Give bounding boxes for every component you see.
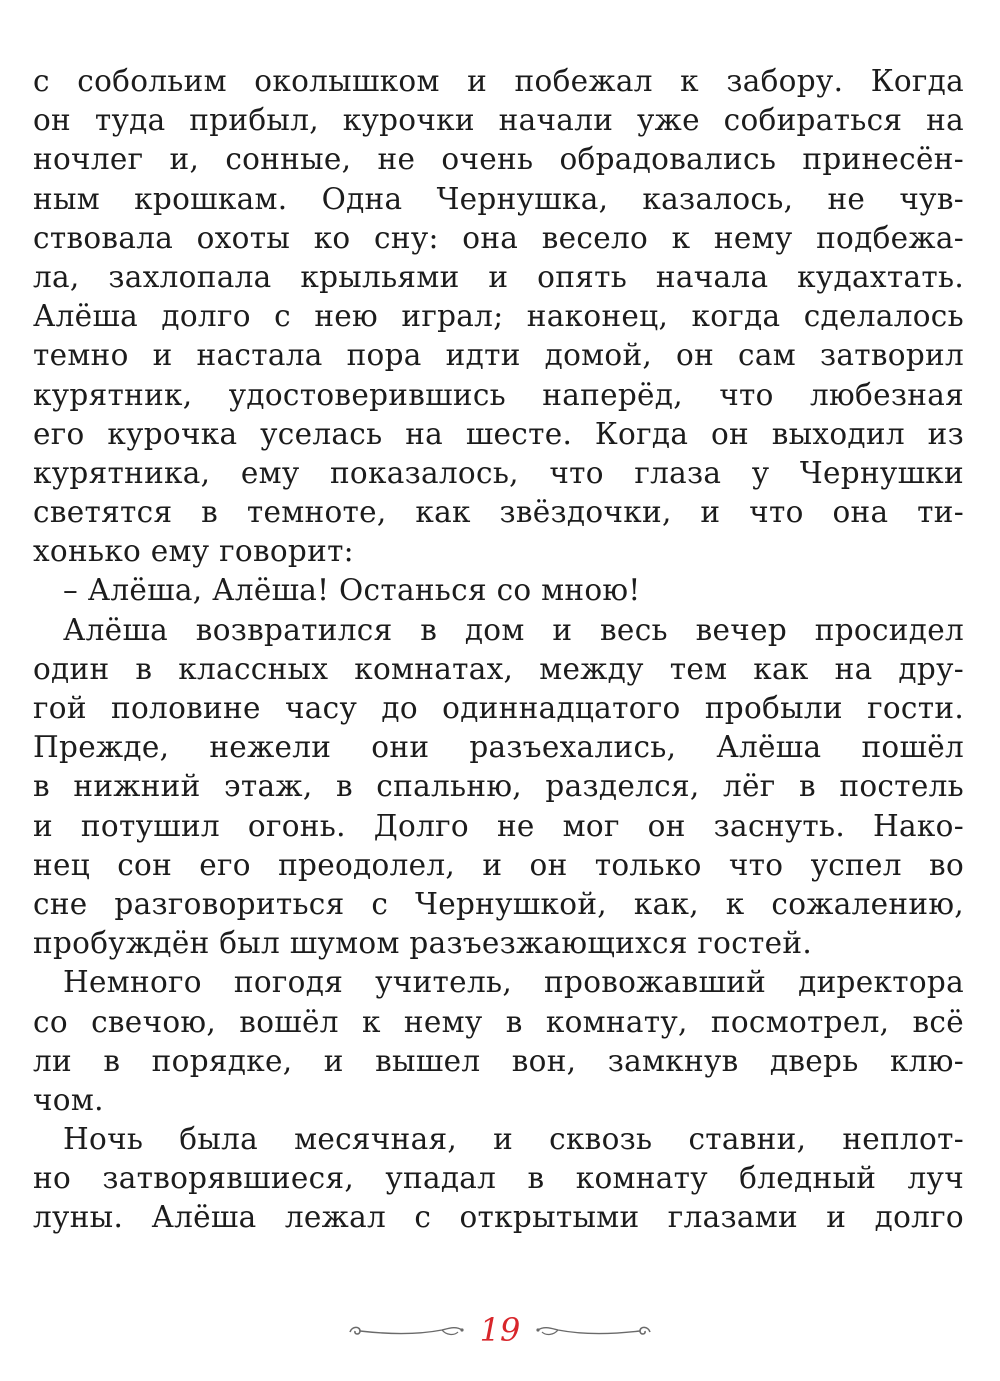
text-line: темно и настала пора идти домой, он сам затворил [33, 338, 964, 373]
page-number: 19 [479, 1311, 521, 1349]
text-line: курятник, удостоверившись наперёд, что любезная [33, 377, 964, 412]
text-line: нец сон его преодолел, и он только что успел во [33, 847, 964, 882]
text-line: его курочка уселась на шесте. Когда он выходил из [33, 416, 964, 451]
text-line: но затворявшиеся, упадал в комнату бледный луч [33, 1161, 964, 1196]
text-line: курятника, ему показалось, что глаза у Чернушки [33, 455, 964, 490]
paragraph-first-line: Ночь была месячная, и сквозь ставни, неплот- [63, 1122, 964, 1157]
text-line: пробуждён был шумом разъезжающихся гостей. [33, 926, 813, 961]
text-line: хонько ему говорит: [33, 534, 354, 569]
text-line: с собольим околышком и побежал к забору. Когда [33, 64, 964, 98]
text-line: ствовала охоты ко сну: она весело к нему подбежа- [33, 220, 964, 255]
paragraph-first-line: Алёша возвратился в дом и весь вечер просидел [63, 612, 964, 647]
text-line: Прежде, нежели они разъехались, Алёша пошёл [33, 730, 964, 765]
text-line: ли в порядке, и вышел вон, замкнув дверь клю- [33, 1043, 964, 1078]
text-line: ночлег и, сонные, не очень обрадовались принесён- [33, 142, 964, 177]
text-line: ла, захлопала крыльями и опять начала кудахтать. [33, 259, 964, 294]
page-footer [0, 1306, 1000, 1354]
text-line: один в классных комнатах, между тем как на дру- [33, 651, 964, 686]
body-text [33, 62, 964, 1238]
paragraph-first-line: Немного погодя учитель, провожавший директора [63, 965, 964, 1000]
text-line: Алёша долго с нею играл; наконец, когда сделалось [33, 299, 964, 334]
text-line: светятся в темноте, как звёздочки, и что она ти- [33, 495, 964, 530]
text-line: луны. Алёша лежал с открытыми глазами и долго [33, 1200, 964, 1235]
text-line: ным крошкам. Одна Чернушка, казалось, не чув- [33, 181, 964, 216]
text-line: он туда прибыл, курочки начали уже собираться на [33, 103, 964, 138]
text-line: гой половине часу до одиннадцатого пробыли гости. [33, 691, 964, 725]
text-line: в нижний этаж, в спальню, разделся, лёг в постель [33, 769, 964, 804]
scroll-flourish-icon [346, 1318, 466, 1342]
text-line: и потушил огонь. Долго не мог он заснуть. Нако- [33, 808, 964, 843]
scroll-flourish-icon [534, 1318, 654, 1342]
dialogue-line: – Алёша, Алёша! Останься со мною! [63, 573, 641, 608]
text-line: чом. [33, 1082, 104, 1117]
text-line: сне разговориться с Чернушкой, как, к сожалению, [33, 886, 964, 921]
text-line: со свечою, вошёл к нему в комнату, посмотрел, всё [33, 1004, 964, 1039]
